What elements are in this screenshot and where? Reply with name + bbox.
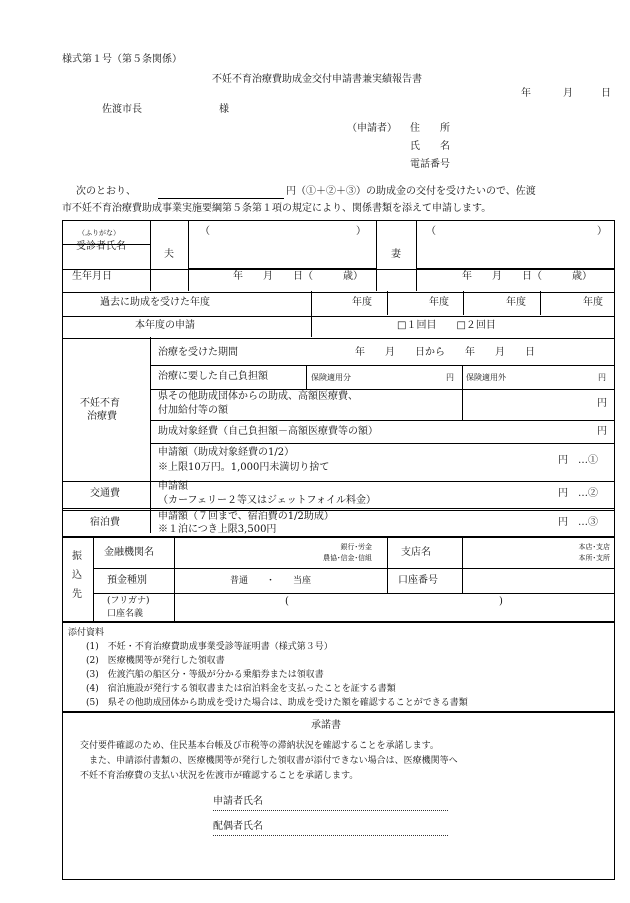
eligible-label: 助成対象経費（自己負担額－高額医療費等の額）: [158, 426, 378, 437]
past-aid-label: 過去に助成を受けた年度: [100, 297, 210, 308]
lodging-line1: 申請額（７回まで、宿泊費の1/2助成）: [158, 511, 334, 522]
col-line: [462, 365, 463, 420]
bank-types-1: 銀行･労金: [340, 543, 372, 551]
amount-blank-line: [158, 198, 284, 199]
holder-furigana-label: (フリガナ): [107, 596, 150, 606]
row-line: [416, 268, 615, 269]
attachment-item-1: (1) 不妊・不育治療費助成事業受診等証明書（様式第３号）: [86, 642, 333, 652]
col-line: [463, 291, 464, 315]
row-line: [150, 420, 615, 421]
applicant-label: （申請者）: [347, 123, 397, 134]
col-line: [311, 315, 312, 337]
row-line: [63, 537, 614, 538]
col-line: [174, 536, 175, 621]
row-line: [63, 338, 614, 339]
this-year-options[interactable]: □１回目 □２回目: [397, 320, 496, 331]
date-year-label: 年: [521, 88, 531, 99]
col-line: [311, 291, 312, 315]
row-line: [150, 389, 615, 390]
row-line: [62, 712, 615, 713]
furigana-label: （ふりがな）: [78, 229, 120, 237]
wife-furigana-close: ）: [597, 226, 607, 237]
uninsured-label: 保険適用外: [466, 373, 506, 382]
attachment-item-5: (5) 県その他助成団体から助成を受けた場合は、助成を受けた額を確認することができる書類: [86, 698, 468, 708]
col-line: [93, 536, 94, 621]
this-year-label: 本年度の申請: [135, 320, 195, 331]
col-line: [150, 337, 151, 533]
consent-line2: また、申請添付書類の、医療機関等が発行した領収書が添付できない場合は、医療機関等へ: [80, 756, 458, 766]
past-year-4-unit: 年度: [583, 297, 603, 308]
insured-yen: 円: [446, 373, 454, 382]
row-line: [93, 593, 615, 594]
patient-name-label: 受診者氏名: [76, 241, 126, 252]
intro-line2: 市不妊不育治療費助成事業実施要綱第５条第１項の規定により、関係書類を添えて申請します。: [62, 203, 492, 214]
transport-line2: （カーフェリー２等又はジェットフォイル料金）: [158, 495, 376, 506]
col-line: [376, 220, 377, 291]
address-label: 住 所: [410, 123, 450, 134]
eligible-yen: 円: [597, 426, 607, 437]
form-title: 不妊不育治療費助成金交付申請書兼実績報告書: [212, 74, 422, 85]
row-line: [62, 508, 615, 509]
addressee: 佐渡市長: [102, 104, 142, 115]
row-line: [62, 621, 615, 622]
name-label: 氏 名: [410, 141, 450, 152]
attachments-heading: 添付資料: [68, 628, 105, 638]
birth-label: 生年月日: [72, 271, 112, 282]
col-line: [540, 291, 541, 315]
past-year-3-unit: 年度: [506, 297, 526, 308]
mark-1: 円 …①: [558, 455, 598, 466]
husband-birth-value: 年 月 日（ 歳）: [233, 271, 363, 282]
lodging-label: 宿泊費: [90, 517, 120, 528]
consent-heading: 承諾書: [311, 720, 341, 731]
holder-paren-close: ): [499, 596, 503, 607]
period-value: 年 月 日から 年 月 日: [355, 347, 535, 358]
bank-label: 金融機関名: [104, 547, 154, 558]
deposit-value[interactable]: 普通 ・ 当座: [230, 576, 312, 586]
branch-types-1: 本店･支店: [578, 543, 610, 551]
col-line: [188, 220, 189, 291]
branch-types-2: 本所･支所: [578, 554, 610, 562]
transport-label: 交通費: [90, 488, 120, 499]
consent-line1: 交付要件確認のため、住民基本台帳及び市税等の滞納状況を確認することを承諾します。: [80, 741, 439, 751]
row-line: [63, 622, 614, 623]
bank-types-2: 農協･信金･信組: [323, 554, 372, 562]
intro-prefix: 次のとおり、: [76, 186, 136, 197]
mark-2: 円 …②: [558, 488, 598, 499]
other-aid-line2: 付加給付等の額: [158, 405, 228, 416]
col-line: [462, 536, 463, 593]
spouse-sign-label: 配偶者氏名: [213, 821, 263, 832]
phone-label: 電話番号: [410, 159, 450, 170]
account-no-label: 口座番号: [398, 575, 438, 586]
row-line: [63, 316, 614, 317]
addressee-honorific: 様: [219, 104, 229, 115]
row-line: [63, 510, 614, 511]
row-line: [63, 481, 614, 482]
col-line: [150, 220, 151, 291]
husband-label: 夫: [164, 249, 174, 260]
date-month-label: 月: [563, 88, 573, 99]
husband-furigana-close: ）: [356, 226, 366, 237]
uninsured-yen: 円: [598, 373, 606, 382]
attachment-item-4: (4) 宿泊施設が発行する領収書または宿泊料金を支払ったことを証する書類: [86, 684, 396, 694]
transport-line1: 申請額: [158, 481, 188, 492]
transfer-char-2: 込: [72, 570, 82, 581]
col-line: [387, 291, 388, 315]
consent-line3: 不妊不育治療費の支払い状況を佐渡市が確認することを承諾します。: [80, 771, 359, 781]
wife-furigana-open: （: [426, 226, 436, 237]
mark-3: 円 …③: [558, 517, 598, 528]
period-label: 治療を受けた期間: [158, 347, 238, 358]
attachment-item-2: (2) 医療機関等が発行した領収書: [86, 656, 225, 666]
wife-label: 妻: [391, 249, 401, 260]
wife-birth-value: 年 月 日（ 歳）: [462, 271, 592, 282]
husband-furigana-open: （: [200, 226, 210, 237]
infertility-label-2: 治療費: [87, 411, 117, 422]
row-line: [188, 268, 376, 269]
selfpay-label: 治療に要した自己負担額: [158, 371, 268, 382]
row-line: [93, 568, 615, 569]
transfer-char-1: 振: [72, 551, 82, 562]
holder-paren-open: (: [285, 596, 289, 607]
other-aid-line1: 県その他助成団体からの助成、高額医療費、: [158, 391, 358, 402]
col-line: [416, 220, 417, 291]
row-line: [150, 443, 615, 444]
insured-label: 保険適用分: [311, 373, 351, 382]
row-line: [63, 292, 614, 293]
date-day-label: 日: [601, 88, 611, 99]
intro-line1-rest: 円（①＋②＋③）の助成金の交付を受けたいので、佐渡: [286, 186, 536, 197]
other-aid-yen: 円: [597, 398, 607, 409]
applicant-sign-label: 申請者氏名: [213, 796, 263, 807]
spouse-sign-line[interactable]: [213, 835, 448, 836]
lodging-line2: ※１泊につき上限3,500円: [158, 524, 277, 535]
past-year-2-unit: 年度: [429, 297, 449, 308]
apply-line1: 申請額（助成対象経費の1/2）: [158, 447, 295, 458]
form-number: 様式第１号（第５条関係）: [62, 54, 182, 65]
applicant-sign-line[interactable]: [213, 810, 448, 811]
holder-label: 口座名義: [107, 609, 144, 619]
col-line: [387, 536, 388, 593]
apply-line2: ※上限10万円。1,000円未満切り捨て: [158, 462, 330, 473]
row-line: [63, 269, 614, 270]
infertility-label-1: 不妊不育: [80, 398, 120, 409]
row-line: [62, 536, 615, 537]
col-line: [306, 365, 307, 389]
transfer-char-3: 先: [72, 589, 82, 600]
deposit-label: 預金種別: [107, 575, 147, 586]
row-line: [150, 365, 615, 366]
branch-label: 支店名: [401, 547, 431, 558]
past-year-1-unit: 年度: [352, 297, 372, 308]
attachment-item-3: (3) 佐渡汽船の船区分・等級が分かる乗船券または領収書: [86, 670, 324, 680]
